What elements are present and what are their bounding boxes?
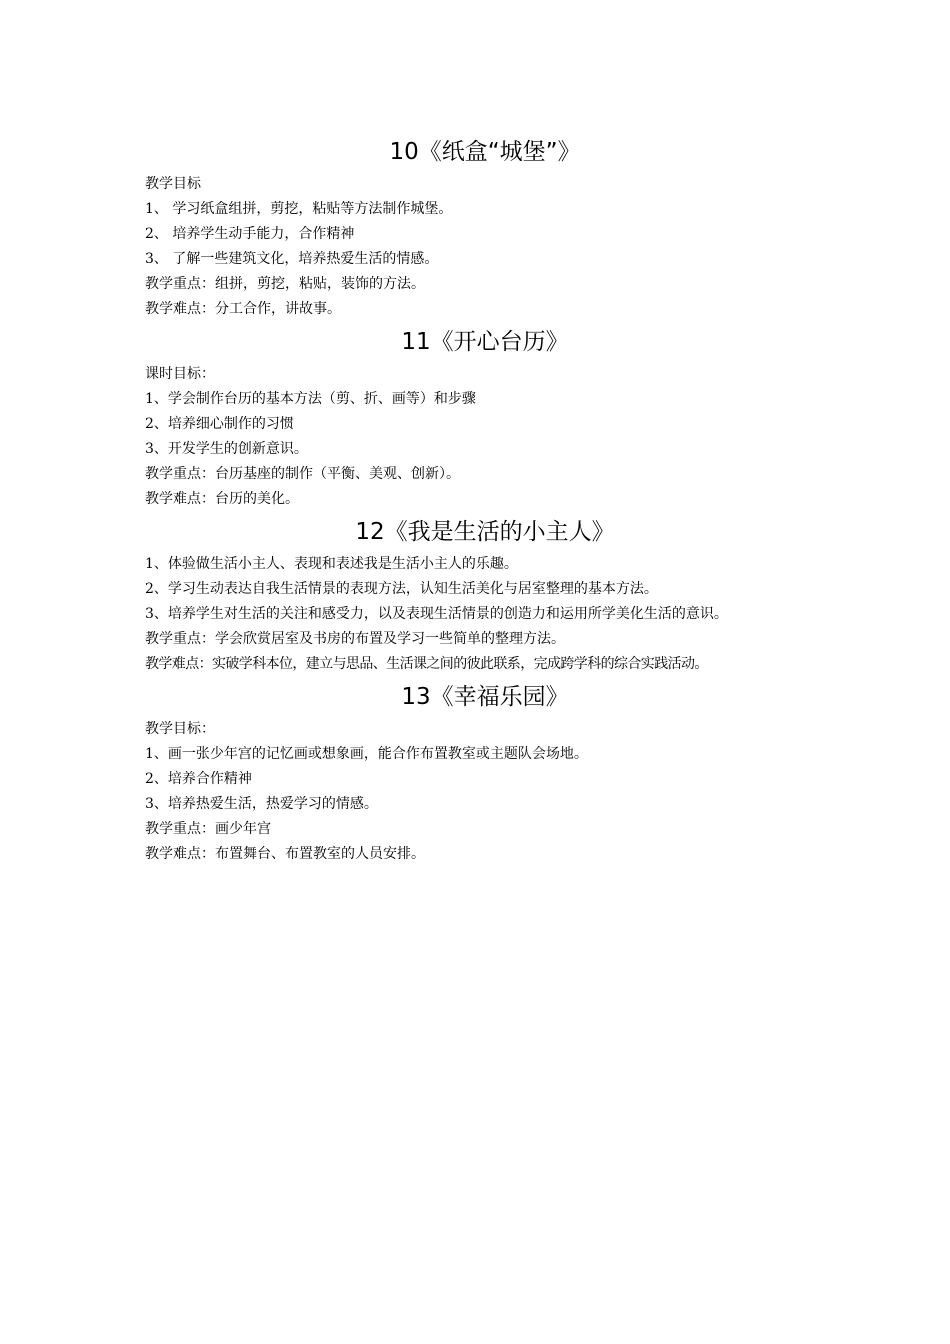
key-point: 教学重点：台历基座的制作（平衡、美观、创新）。: [145, 466, 460, 482]
objective-item: 2、 培养学生动手能力，合作精神: [145, 226, 355, 242]
objective-item: 1、学会制作台历的基本方法（剪、折、画等）和步骤: [145, 391, 476, 407]
key-point: 教学重点：组拼，剪挖，粘贴，装饰的方法。: [145, 276, 425, 292]
objective-item: 2、学习生动表达自我生活情景的表现方法，认知生活美化与居室整理的基本方法。: [145, 581, 658, 597]
difficult-point: 教学难点：台历的美化。: [145, 491, 299, 507]
section-10: [145, 132, 825, 322]
objective-item: 1、 学习纸盒组拼，剪挖，粘贴等方法制作城堡。: [145, 201, 453, 217]
section-12: [145, 512, 825, 677]
objective-item: 2、培养合作精神: [145, 771, 252, 787]
difficult-point: 教学难点：布置舞台、布置教室的人员安排。: [145, 846, 425, 862]
objectives-heading: 课时目标：: [145, 366, 215, 382]
document-page: [145, 132, 825, 867]
difficult-point: 教学难点：分工合作，讲故事。: [145, 301, 341, 317]
section-13: [145, 677, 825, 867]
difficult-point: 教学难点：实破学科本位，建立与思品、生活课之间的彼此联系，完成跨学科的综合实践活动。: [145, 656, 708, 672]
objective-item: 3、 了解一些建筑文化，培养热爱生活的情感。: [145, 251, 439, 267]
section-title: 13《幸福乐园》: [401, 684, 569, 710]
section-title: 12《我是生活的小主人》: [355, 519, 615, 545]
objectives-heading: 教学目标: [145, 176, 201, 192]
section-title: 10《纸盒“城堡”》: [389, 139, 581, 165]
section-11: [145, 322, 825, 512]
objective-item: 3、培养热爱生活，热爱学习的情感。: [145, 796, 378, 812]
objectives-heading: 教学目标：: [145, 721, 215, 737]
objective-item: 1、画一张少年宫的记忆画或想象画，能合作布置教室或主题队会场地。: [145, 746, 588, 762]
objective-item: 1、体验做生活小主人、表现和表述我是生活小主人的乐趣。: [145, 556, 518, 572]
key-point: 教学重点：学会欣赏居室及书房的布置及学习一些简单的整理方法。: [145, 631, 565, 647]
objective-item: 2、培养细心制作的习惯: [145, 416, 294, 432]
objective-item: 3、开发学生的创新意识。: [145, 441, 308, 457]
section-title: 11《开心台历》: [401, 329, 569, 355]
key-point: 教学重点：画少年宫: [145, 821, 271, 837]
objective-item: 3、培养学生对生活的关注和感受力，以及表现生活情景的创造力和运用所学美化生活的意识。: [145, 606, 728, 622]
